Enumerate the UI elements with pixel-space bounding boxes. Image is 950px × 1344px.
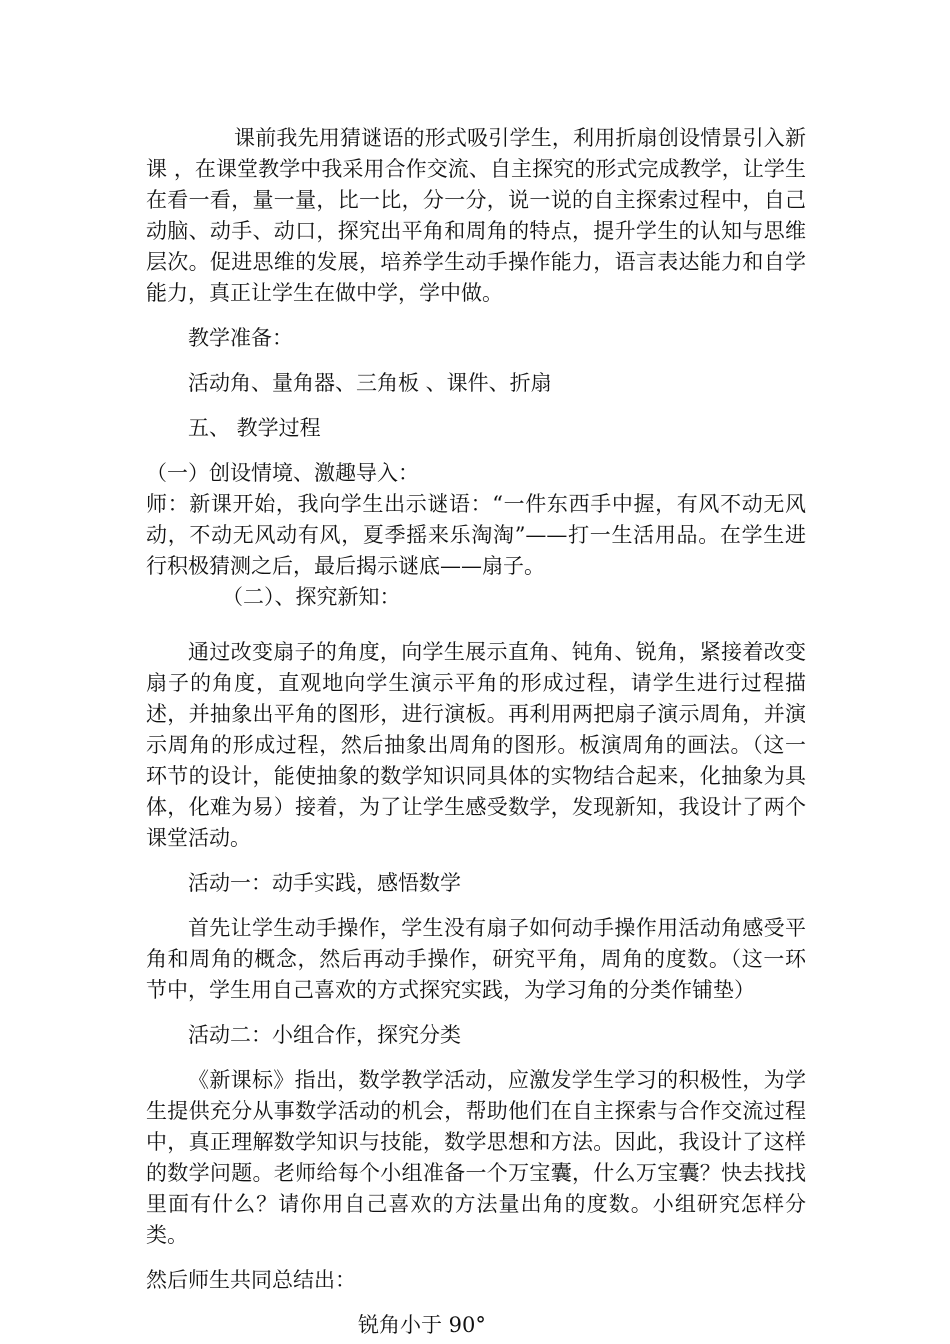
activity-one-heading: 活动一：动手实践，感悟数学	[188, 871, 461, 895]
acute-angle-rule: 锐角小于 90°	[358, 1313, 486, 1337]
subsection-heading-2: （二）、探究新知：	[222, 585, 401, 609]
activity-two-heading: 活动二：小组合作，探究分类	[188, 1023, 461, 1047]
activity-one-paragraph: 首先让学生动手操作，学生没有扇子如何动手操作用活动角感受平角和周角的概念，然后再动手操作，研究平角，周角的度数。（这一环节中，学生用自己喜欢的方式探究实践，为学习角的分类作铺垫）	[146, 916, 806, 1002]
document-body	[146, 123, 806, 1341]
activity-two-paragraph: 《新课标》指出，数学教学活动，应激发学生学习的积极性，为学生提供充分从事数学活动的机会，帮助他们在自主探索与合作交流过程中，真正理解数学知识与技能，数学思想和方法。因此，我设计了这样的数学问题。老师给每个小组准备一个万宝囊，什么万宝囊？快去找找里面有什么？请你用自己喜欢的方法量出角的度数。小组研究怎样分类。	[146, 1068, 806, 1247]
summary-lead: 然后师生共同总结出：	[146, 1268, 356, 1292]
riddle-paragraph: 师：新课开始，我向学生出示谜语：“一件东西手中握，有风不动无风动，不动无风动有风，夏季摇来乐淘淘”——打一生活用品。在学生进行积极猜测之后，最后揭示谜底——扇子。	[146, 492, 806, 578]
intro-paragraph: 课前我先用猜谜语的形式吸引学生，利用折扇创设情景引入新课 ，在课堂教学中我采用合作交流、自主探究的形式完成教学，让学生在看一看，量一量，比一比，分一分，说一说的自主探索过程中，自己动脑、动手、动口，探究出平角和周角的特点，提升学生的认知与思维层次。促进思维的发展，培养学生动手操作能力，语言表达能力和自学能力，真正让学生在做中学，学中做。	[146, 126, 806, 305]
subsection-heading-1: （一）创设情境、激趣导入：	[146, 461, 419, 485]
teaching-materials: 活动角、量角器、三角板 、课件、折扇	[188, 371, 552, 395]
section-heading-process: 五、 教学过程	[188, 416, 321, 440]
explore-paragraph: 通过改变扇子的角度，向学生展示直角、钝角、锐角，紧接着改变扇子的角度，直观地向学生演示平角的形成过程，请学生进行过程描述，并抽象出平角的图形，进行演板。再利用两把扇子演示周角，并演示周角的形成过程，然后抽象出周角的图形。板演周角的画法。（这一环节的设计，能使抽象的数学知识同具体的实物结合起来，化抽象为具体，化难为易）接着，为了让学生感受数学，发现新知，我设计了两个课堂活动。	[146, 640, 806, 850]
teaching-prep-heading: 教学准备：	[188, 326, 293, 350]
